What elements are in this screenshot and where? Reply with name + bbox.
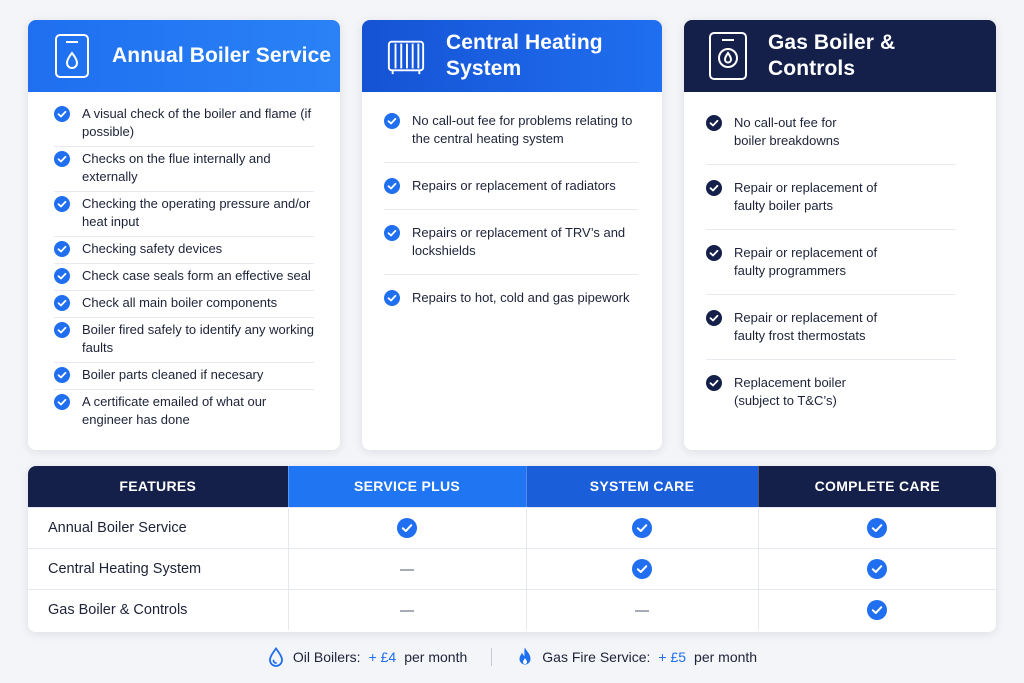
feature-text: Check case seals form an effective seal	[82, 268, 311, 283]
central-heating-system-card	[362, 20, 662, 450]
check-circle-icon	[54, 394, 70, 410]
feature-text: Repairs or replacement of TRV’s and lockshields	[412, 225, 626, 258]
addon-oil-boilers	[267, 647, 467, 667]
row-label: Central Heating System	[28, 548, 288, 589]
check-circle-icon	[867, 559, 887, 579]
list-item	[54, 318, 314, 363]
list-item	[706, 307, 956, 360]
check-circle-icon	[706, 115, 722, 131]
feature-text: Repair or replacement of faulty frost thermostats	[734, 310, 878, 343]
feature-text: Checks on the flue internally and externally	[82, 151, 271, 184]
table-row	[28, 589, 996, 630]
feature-text: Checking safety devices	[82, 241, 223, 256]
feature-text: Boiler parts cleaned if necesary	[82, 367, 264, 382]
list-item	[706, 177, 956, 230]
annual-boiler-service-card	[28, 20, 340, 450]
check-circle-icon	[867, 518, 887, 538]
addon-gas-fire-service	[516, 647, 757, 667]
card-header	[28, 20, 340, 92]
check-circle-icon	[54, 322, 70, 338]
included-cell	[758, 548, 996, 589]
list-item	[384, 110, 638, 163]
water-heater-icon	[52, 32, 92, 80]
included-cell	[526, 548, 758, 589]
flame-icon	[516, 647, 534, 667]
feature-text: No call-out fee for boiler breakdowns	[734, 115, 840, 148]
check-circle-icon	[54, 295, 70, 311]
check-circle-icon	[632, 559, 652, 579]
addon-label: Oil Boilers:	[292, 649, 361, 665]
row-label: Gas Boiler & Controls	[28, 589, 288, 630]
not-included-cell	[526, 589, 758, 630]
card-title: Annual Boiler Service	[112, 44, 332, 67]
feature-text: A certificate emailed of what our engineer has done	[82, 394, 267, 427]
addon-suffix: per month	[694, 649, 758, 665]
list-item	[54, 237, 314, 264]
check-circle-icon	[706, 310, 722, 326]
feature-text: Repair or replacement of faulty programmers	[734, 245, 878, 278]
feature-text: Repair or replacement of faulty boiler parts	[734, 180, 878, 213]
included-cell	[758, 507, 996, 548]
table-row	[28, 548, 996, 589]
check-circle-icon	[54, 151, 70, 167]
list-item	[54, 264, 314, 291]
feature-text: No call-out fee for problems relating to the central heating system	[412, 113, 633, 146]
radiator-icon	[386, 32, 426, 80]
feature-text: Check all main boiler components	[82, 295, 278, 310]
not-included-cell	[288, 589, 526, 630]
column-header-service-plus: SERVICE PLUS	[288, 466, 526, 507]
boiler-control-icon	[708, 32, 748, 80]
check-circle-icon	[706, 245, 722, 261]
list-item	[54, 390, 314, 434]
column-header-features: FEATURES	[28, 466, 288, 507]
feature-list	[684, 92, 996, 424]
list-item	[384, 222, 638, 275]
check-circle-icon	[384, 178, 400, 194]
check-circle-icon	[54, 367, 70, 383]
check-circle-icon	[632, 518, 652, 538]
feature-text: Repairs to hot, cold and gas pipework	[412, 290, 630, 305]
footer-divider	[491, 648, 492, 666]
not-included-cell	[288, 548, 526, 589]
check-circle-icon	[54, 106, 70, 122]
check-circle-icon	[384, 113, 400, 129]
feature-text: Replacement boiler (subject to T&C’s)	[734, 375, 847, 408]
feature-text: Checking the operating pressure and/or heat input	[82, 196, 311, 229]
water-drop-icon	[267, 647, 285, 667]
dash-icon	[635, 610, 649, 612]
included-cell	[288, 507, 526, 548]
addon-price: + £5	[658, 649, 687, 665]
feature-text: A visual check of the boiler and flame (if possible)	[82, 106, 312, 139]
check-circle-icon	[706, 180, 722, 196]
list-item	[54, 363, 314, 390]
plan-comparison-table	[28, 466, 996, 632]
check-circle-icon	[397, 518, 417, 538]
column-header-system-care: SYSTEM CARE	[526, 466, 758, 507]
addon-suffix: per month	[404, 649, 468, 665]
table-row	[28, 507, 996, 548]
check-circle-icon	[54, 268, 70, 284]
gas-boiler-controls-card	[684, 20, 996, 450]
list-item	[54, 102, 314, 147]
list-item	[706, 112, 956, 165]
dash-icon	[400, 569, 414, 571]
check-circle-icon	[706, 375, 722, 391]
card-title: Central Heating System	[446, 31, 603, 80]
list-item	[384, 287, 638, 321]
feature-list	[362, 92, 662, 321]
feature-list	[28, 92, 340, 434]
addon-footer	[0, 644, 1024, 670]
check-circle-icon	[867, 600, 887, 620]
feature-text: Repairs or replacement of radiators	[412, 178, 616, 193]
list-item	[706, 242, 956, 295]
check-circle-icon	[54, 241, 70, 257]
dash-icon	[400, 610, 414, 612]
addon-price: + £4	[368, 649, 397, 665]
list-item	[54, 147, 314, 192]
list-item	[54, 192, 314, 237]
list-item	[706, 372, 956, 424]
list-item	[54, 291, 314, 318]
check-circle-icon	[54, 196, 70, 212]
card-header	[684, 20, 996, 92]
check-circle-icon	[384, 290, 400, 306]
card-header	[362, 20, 662, 92]
included-cell	[758, 589, 996, 630]
feature-text: Boiler fired safely to identify any working faults	[82, 322, 314, 355]
addon-label: Gas Fire Service:	[542, 649, 651, 665]
check-circle-icon	[384, 225, 400, 241]
list-item	[384, 175, 638, 210]
included-cell	[526, 507, 758, 548]
card-title: Gas Boiler & Controls	[768, 31, 896, 80]
column-header-complete-care: COMPLETE CARE	[758, 466, 996, 507]
row-label: Annual Boiler Service	[28, 507, 288, 548]
